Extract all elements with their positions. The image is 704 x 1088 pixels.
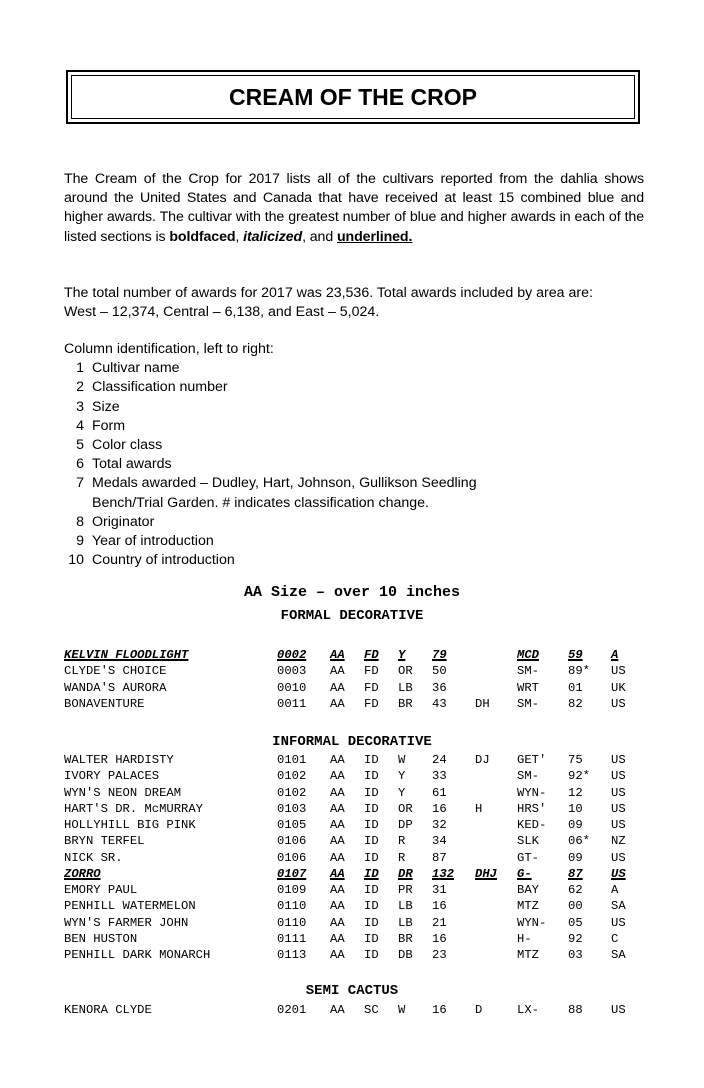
cell-name: BEN HUSTON bbox=[64, 931, 138, 946]
table-row bbox=[0, 785, 704, 801]
cell-color: DB bbox=[398, 948, 413, 962]
table-row bbox=[0, 663, 704, 679]
item-number: 1 bbox=[76, 360, 84, 377]
cell-total: 16 bbox=[432, 801, 447, 816]
cell-year: 06* bbox=[568, 834, 590, 849]
cell-country: US bbox=[611, 850, 626, 865]
item-number: 7 bbox=[76, 475, 84, 492]
cell-class: 0113 bbox=[277, 948, 307, 962]
cell-country: A bbox=[611, 883, 619, 897]
cell-orig: H- bbox=[517, 931, 532, 946]
cell-class: 0011 bbox=[277, 696, 307, 711]
item-label: Form bbox=[92, 417, 126, 434]
cell-year: 00 bbox=[568, 899, 583, 914]
cell-class: 0105 bbox=[277, 818, 307, 832]
cell-color: LB bbox=[398, 680, 413, 695]
cell-color: Y bbox=[398, 648, 406, 662]
item-label: Cultivar name bbox=[92, 360, 180, 377]
cell-name: PENHILL DARK MONARCH bbox=[64, 948, 211, 962]
cell-class: 0002 bbox=[277, 648, 307, 662]
cell-name: KELVIN FLOODLIGHT bbox=[64, 648, 189, 662]
section-heading: INFORMAL DECORATIVE bbox=[272, 734, 432, 750]
cell-name: WALTER HARDISTY bbox=[64, 753, 174, 767]
item-label: Total awards bbox=[92, 456, 172, 473]
cell-color: Y bbox=[398, 785, 406, 800]
table-row bbox=[0, 1002, 704, 1018]
cell-name: CLYDE'S CHOICE bbox=[64, 664, 167, 679]
cell-class: 0010 bbox=[277, 680, 307, 695]
item-label: Medals awarded – Dudley, Hart, Johnson, Gullikson Seedling bbox=[92, 475, 477, 492]
cell-size: AA bbox=[330, 850, 345, 865]
item-number: 9 bbox=[76, 533, 84, 550]
table-row bbox=[0, 947, 704, 963]
column-identification-item bbox=[64, 455, 644, 474]
table-row bbox=[0, 752, 704, 768]
cell-size: AA bbox=[330, 834, 345, 849]
bold-word: boldfaced bbox=[169, 228, 236, 245]
cell-form: ID bbox=[364, 753, 379, 767]
title-box bbox=[66, 70, 640, 124]
cell-form: ID bbox=[364, 785, 379, 800]
cell-form: ID bbox=[364, 769, 379, 784]
table-row bbox=[0, 898, 704, 914]
cell-class: 0106 bbox=[277, 834, 307, 849]
cell-year: 03 bbox=[568, 948, 583, 962]
cell-color: PR bbox=[398, 883, 413, 897]
table-row bbox=[0, 833, 704, 849]
cell-color: DR bbox=[398, 866, 413, 881]
cell-orig: G- bbox=[517, 866, 532, 881]
cell-size: AA bbox=[330, 1003, 345, 1017]
intro-text: The Cream of the Crop for 2017 lists all of the cultivars reported from the dahlia shows around the United States and Canada that have received at least 15 combined blue and higher awards. The cultivar with the greatest number of blue and higher awards in each of the listed sections is bbox=[64, 171, 644, 245]
cell-color: W bbox=[398, 1003, 406, 1017]
cell-medals: DJ bbox=[475, 753, 490, 767]
cell-orig: WYN- bbox=[517, 785, 547, 800]
item-label: Color class bbox=[92, 437, 163, 454]
cell-name: WYN'S FARMER JOHN bbox=[64, 915, 189, 930]
item-label: Country of introduction bbox=[92, 552, 235, 569]
section-heading: FORMAL DECORATIVE bbox=[280, 608, 424, 624]
cell-orig: SLK bbox=[517, 834, 539, 849]
page-title: CREAM OF THE CROP bbox=[71, 75, 635, 119]
column-identification-item bbox=[64, 359, 644, 378]
column-identification-item bbox=[64, 398, 644, 417]
totals-line: West – 12,374, Central – 6,138, and East – 5,024. bbox=[64, 304, 380, 321]
cell-color: R bbox=[398, 850, 406, 865]
cell-orig: BAY bbox=[517, 883, 539, 897]
cell-total: 132 bbox=[432, 866, 454, 881]
cell-orig: SM- bbox=[517, 769, 539, 784]
item-number: 2 bbox=[76, 379, 84, 396]
cell-orig: KED- bbox=[517, 818, 547, 832]
cell-size: AA bbox=[330, 664, 345, 679]
cell-year: 92 bbox=[568, 931, 583, 946]
cell-total: 32 bbox=[432, 818, 447, 832]
cell-color: DP bbox=[398, 818, 413, 832]
cell-year: 12 bbox=[568, 785, 583, 800]
cell-country: UK bbox=[611, 680, 626, 695]
cell-name: BRYN TERFEL bbox=[64, 834, 145, 849]
cell-form: FD bbox=[364, 664, 379, 679]
intro-sep: , and bbox=[302, 228, 337, 245]
cell-total: 87 bbox=[432, 850, 447, 865]
column-identification-item bbox=[64, 417, 644, 436]
cell-form: ID bbox=[364, 801, 379, 816]
cell-total: 50 bbox=[432, 664, 447, 679]
cell-form: FD bbox=[364, 648, 379, 662]
cell-form: ID bbox=[364, 915, 379, 930]
cell-class: 0111 bbox=[277, 931, 307, 946]
cell-size: AA bbox=[330, 948, 345, 962]
cell-country: US bbox=[611, 753, 626, 767]
cell-color: BR bbox=[398, 931, 413, 946]
cell-orig: MTZ bbox=[517, 948, 539, 962]
item-number: 4 bbox=[76, 417, 84, 434]
cell-country: US bbox=[611, 664, 626, 679]
item-number: 3 bbox=[76, 398, 84, 415]
table-row bbox=[0, 801, 704, 817]
column-identification bbox=[64, 340, 644, 570]
table-row-best bbox=[0, 866, 704, 882]
column-identification-heading: Column identification, left to right: bbox=[64, 341, 274, 357]
cell-year: 09 bbox=[568, 818, 583, 832]
cell-class: 0106 bbox=[277, 850, 307, 865]
column-identification-item bbox=[64, 436, 644, 455]
cell-orig: MCD bbox=[517, 648, 539, 662]
cell-class: 0107 bbox=[277, 866, 307, 881]
cell-size: AA bbox=[330, 785, 345, 800]
cell-class: 0110 bbox=[277, 915, 307, 930]
cell-year: 82 bbox=[568, 696, 583, 711]
item-number: 5 bbox=[76, 437, 84, 454]
totals-paragraph bbox=[64, 284, 644, 322]
cell-total: 24 bbox=[432, 753, 447, 767]
table-row bbox=[0, 817, 704, 833]
cell-total: 61 bbox=[432, 785, 447, 800]
cell-size: AA bbox=[330, 753, 345, 767]
cell-form: ID bbox=[364, 834, 379, 849]
cell-total: 34 bbox=[432, 834, 447, 849]
cell-orig: GET' bbox=[517, 753, 547, 767]
item-label: Originator bbox=[92, 513, 155, 530]
cell-country: SA bbox=[611, 899, 626, 914]
column-identification-item bbox=[64, 378, 644, 397]
underline-word: underlined. bbox=[336, 228, 413, 245]
cell-form: FD bbox=[364, 680, 379, 695]
column-identification-item bbox=[64, 532, 644, 551]
cell-color: OR bbox=[398, 664, 413, 679]
intro-sep: , bbox=[235, 228, 244, 245]
cell-orig: MTZ bbox=[517, 899, 539, 914]
cell-country: US bbox=[611, 915, 626, 930]
cell-year: 89* bbox=[568, 664, 590, 679]
cell-class: 0102 bbox=[277, 785, 307, 800]
cell-size: AA bbox=[330, 648, 345, 662]
cell-total: 23 bbox=[432, 948, 447, 962]
cell-total: 36 bbox=[432, 680, 447, 695]
cell-color: LB bbox=[398, 899, 413, 914]
cell-size: AA bbox=[330, 801, 345, 816]
cell-orig: HRS' bbox=[517, 801, 547, 816]
cell-medals: D bbox=[475, 1003, 483, 1017]
cell-country: C bbox=[611, 931, 619, 946]
item-number: 6 bbox=[76, 456, 84, 473]
cell-size: AA bbox=[330, 769, 345, 784]
item-number: 10 bbox=[68, 552, 84, 569]
item-label: Year of introduction bbox=[92, 533, 214, 550]
cell-orig: SM- bbox=[517, 664, 539, 679]
cell-name: IVORY PALACES bbox=[64, 769, 160, 784]
table-row bbox=[0, 768, 704, 784]
cell-year: 10 bbox=[568, 801, 583, 816]
cell-size: AA bbox=[330, 866, 345, 881]
cell-country: US bbox=[611, 818, 626, 832]
cell-year: 09 bbox=[568, 850, 583, 865]
column-identification-item bbox=[64, 513, 644, 532]
cell-country: US bbox=[611, 1003, 626, 1017]
cell-total: 16 bbox=[432, 1003, 447, 1017]
cell-country: A bbox=[611, 648, 619, 662]
cell-name: KENORA CLYDE bbox=[64, 1003, 152, 1017]
cell-country: US bbox=[611, 696, 626, 711]
cell-year: 87 bbox=[568, 866, 583, 881]
section-heading: SEMI CACTUS bbox=[305, 983, 399, 999]
cell-medals: H bbox=[475, 801, 483, 816]
cell-total: 43 bbox=[432, 696, 447, 711]
cell-size: AA bbox=[330, 696, 345, 711]
cell-size: AA bbox=[330, 680, 345, 695]
cell-size: AA bbox=[330, 915, 345, 930]
cell-form: SC bbox=[364, 1003, 379, 1017]
item-continuation: Bench/Trial Garden. # indicates classification change. bbox=[92, 494, 430, 511]
intro-paragraph bbox=[64, 170, 644, 247]
table-row bbox=[0, 850, 704, 866]
table-row bbox=[0, 882, 704, 898]
cell-form: ID bbox=[364, 948, 379, 962]
cell-form: ID bbox=[364, 883, 379, 897]
item-label: Classification number bbox=[92, 379, 228, 396]
cell-color: OR bbox=[398, 801, 413, 816]
cell-size: AA bbox=[330, 899, 345, 914]
item-label: Size bbox=[92, 398, 120, 415]
cell-name: BONAVENTURE bbox=[64, 696, 145, 711]
cell-year: 59 bbox=[568, 648, 583, 662]
cell-class: 0110 bbox=[277, 899, 307, 914]
cell-class: 0101 bbox=[277, 753, 307, 767]
cell-class: 0103 bbox=[277, 801, 307, 816]
cell-medals: DH bbox=[475, 696, 490, 711]
column-identification-list bbox=[64, 359, 644, 570]
cell-name: HART'S DR. McMURRAY bbox=[64, 801, 203, 816]
column-identification-item bbox=[64, 551, 644, 570]
cell-year: 62 bbox=[568, 883, 583, 897]
cell-orig: WYN- bbox=[517, 915, 547, 930]
cell-class: 0102 bbox=[277, 769, 307, 784]
cell-class: 0003 bbox=[277, 664, 307, 679]
cell-class: 0201 bbox=[277, 1003, 307, 1017]
cell-year: 05 bbox=[568, 915, 583, 930]
cell-size: AA bbox=[330, 818, 345, 832]
cell-form: ID bbox=[364, 931, 379, 946]
cell-name: PENHILL WATERMELON bbox=[64, 899, 196, 914]
item-number: 8 bbox=[76, 513, 84, 530]
cell-total: 16 bbox=[432, 931, 447, 946]
cell-medals: DHJ bbox=[475, 866, 497, 881]
table-row bbox=[0, 680, 704, 696]
cell-form: FD bbox=[364, 696, 379, 711]
cell-total: 16 bbox=[432, 899, 447, 914]
cell-color: LB bbox=[398, 915, 413, 930]
cell-name: EMORY PAUL bbox=[64, 883, 138, 897]
cell-name: NICK SR. bbox=[64, 850, 123, 865]
cell-country: US bbox=[611, 801, 626, 816]
cell-orig: GT- bbox=[517, 850, 539, 865]
cell-form: ID bbox=[364, 818, 379, 832]
cell-country: NZ bbox=[611, 834, 626, 849]
table-row-best bbox=[0, 647, 704, 663]
cell-name: WANDA'S AURORA bbox=[64, 680, 167, 695]
cell-country: SA bbox=[611, 948, 626, 962]
cell-total: 31 bbox=[432, 883, 447, 897]
cell-name: WYN'S NEON DREAM bbox=[64, 785, 182, 800]
cell-name: ZORRO bbox=[64, 866, 101, 881]
cell-country: US bbox=[611, 769, 626, 784]
cell-country: US bbox=[611, 866, 626, 881]
cell-total: 33 bbox=[432, 769, 447, 784]
cell-year: 88 bbox=[568, 1003, 583, 1017]
cell-name: HOLLYHILL BIG PINK bbox=[64, 818, 196, 832]
cell-orig: SM- bbox=[517, 696, 539, 711]
table-row bbox=[0, 915, 704, 931]
cell-orig: LX- bbox=[517, 1003, 539, 1017]
cell-year: 01 bbox=[568, 680, 583, 695]
cell-form: ID bbox=[364, 866, 379, 881]
cell-size: AA bbox=[330, 883, 345, 897]
cell-country: US bbox=[611, 785, 626, 800]
totals-line: The total number of awards for 2017 was 23,536. Total awards included by area are: bbox=[64, 285, 593, 301]
cell-class: 0109 bbox=[277, 883, 307, 897]
cell-year: 92* bbox=[568, 769, 590, 784]
table-row bbox=[0, 696, 704, 712]
cell-total: 21 bbox=[432, 915, 447, 930]
cell-color: R bbox=[398, 834, 406, 849]
cell-form: ID bbox=[364, 899, 379, 914]
table-row bbox=[0, 931, 704, 947]
cell-color: W bbox=[398, 753, 406, 767]
cell-form: ID bbox=[364, 850, 379, 865]
column-identification-item bbox=[64, 474, 644, 493]
cell-total: 79 bbox=[432, 648, 447, 662]
cell-color: BR bbox=[398, 696, 413, 711]
size-heading: AA Size – over 10 inches bbox=[243, 584, 461, 601]
italic-word: italicized bbox=[243, 228, 303, 245]
cell-orig: WRT bbox=[517, 680, 539, 695]
cell-size: AA bbox=[330, 931, 345, 946]
cell-year: 75 bbox=[568, 753, 583, 767]
cell-color: Y bbox=[398, 769, 406, 784]
